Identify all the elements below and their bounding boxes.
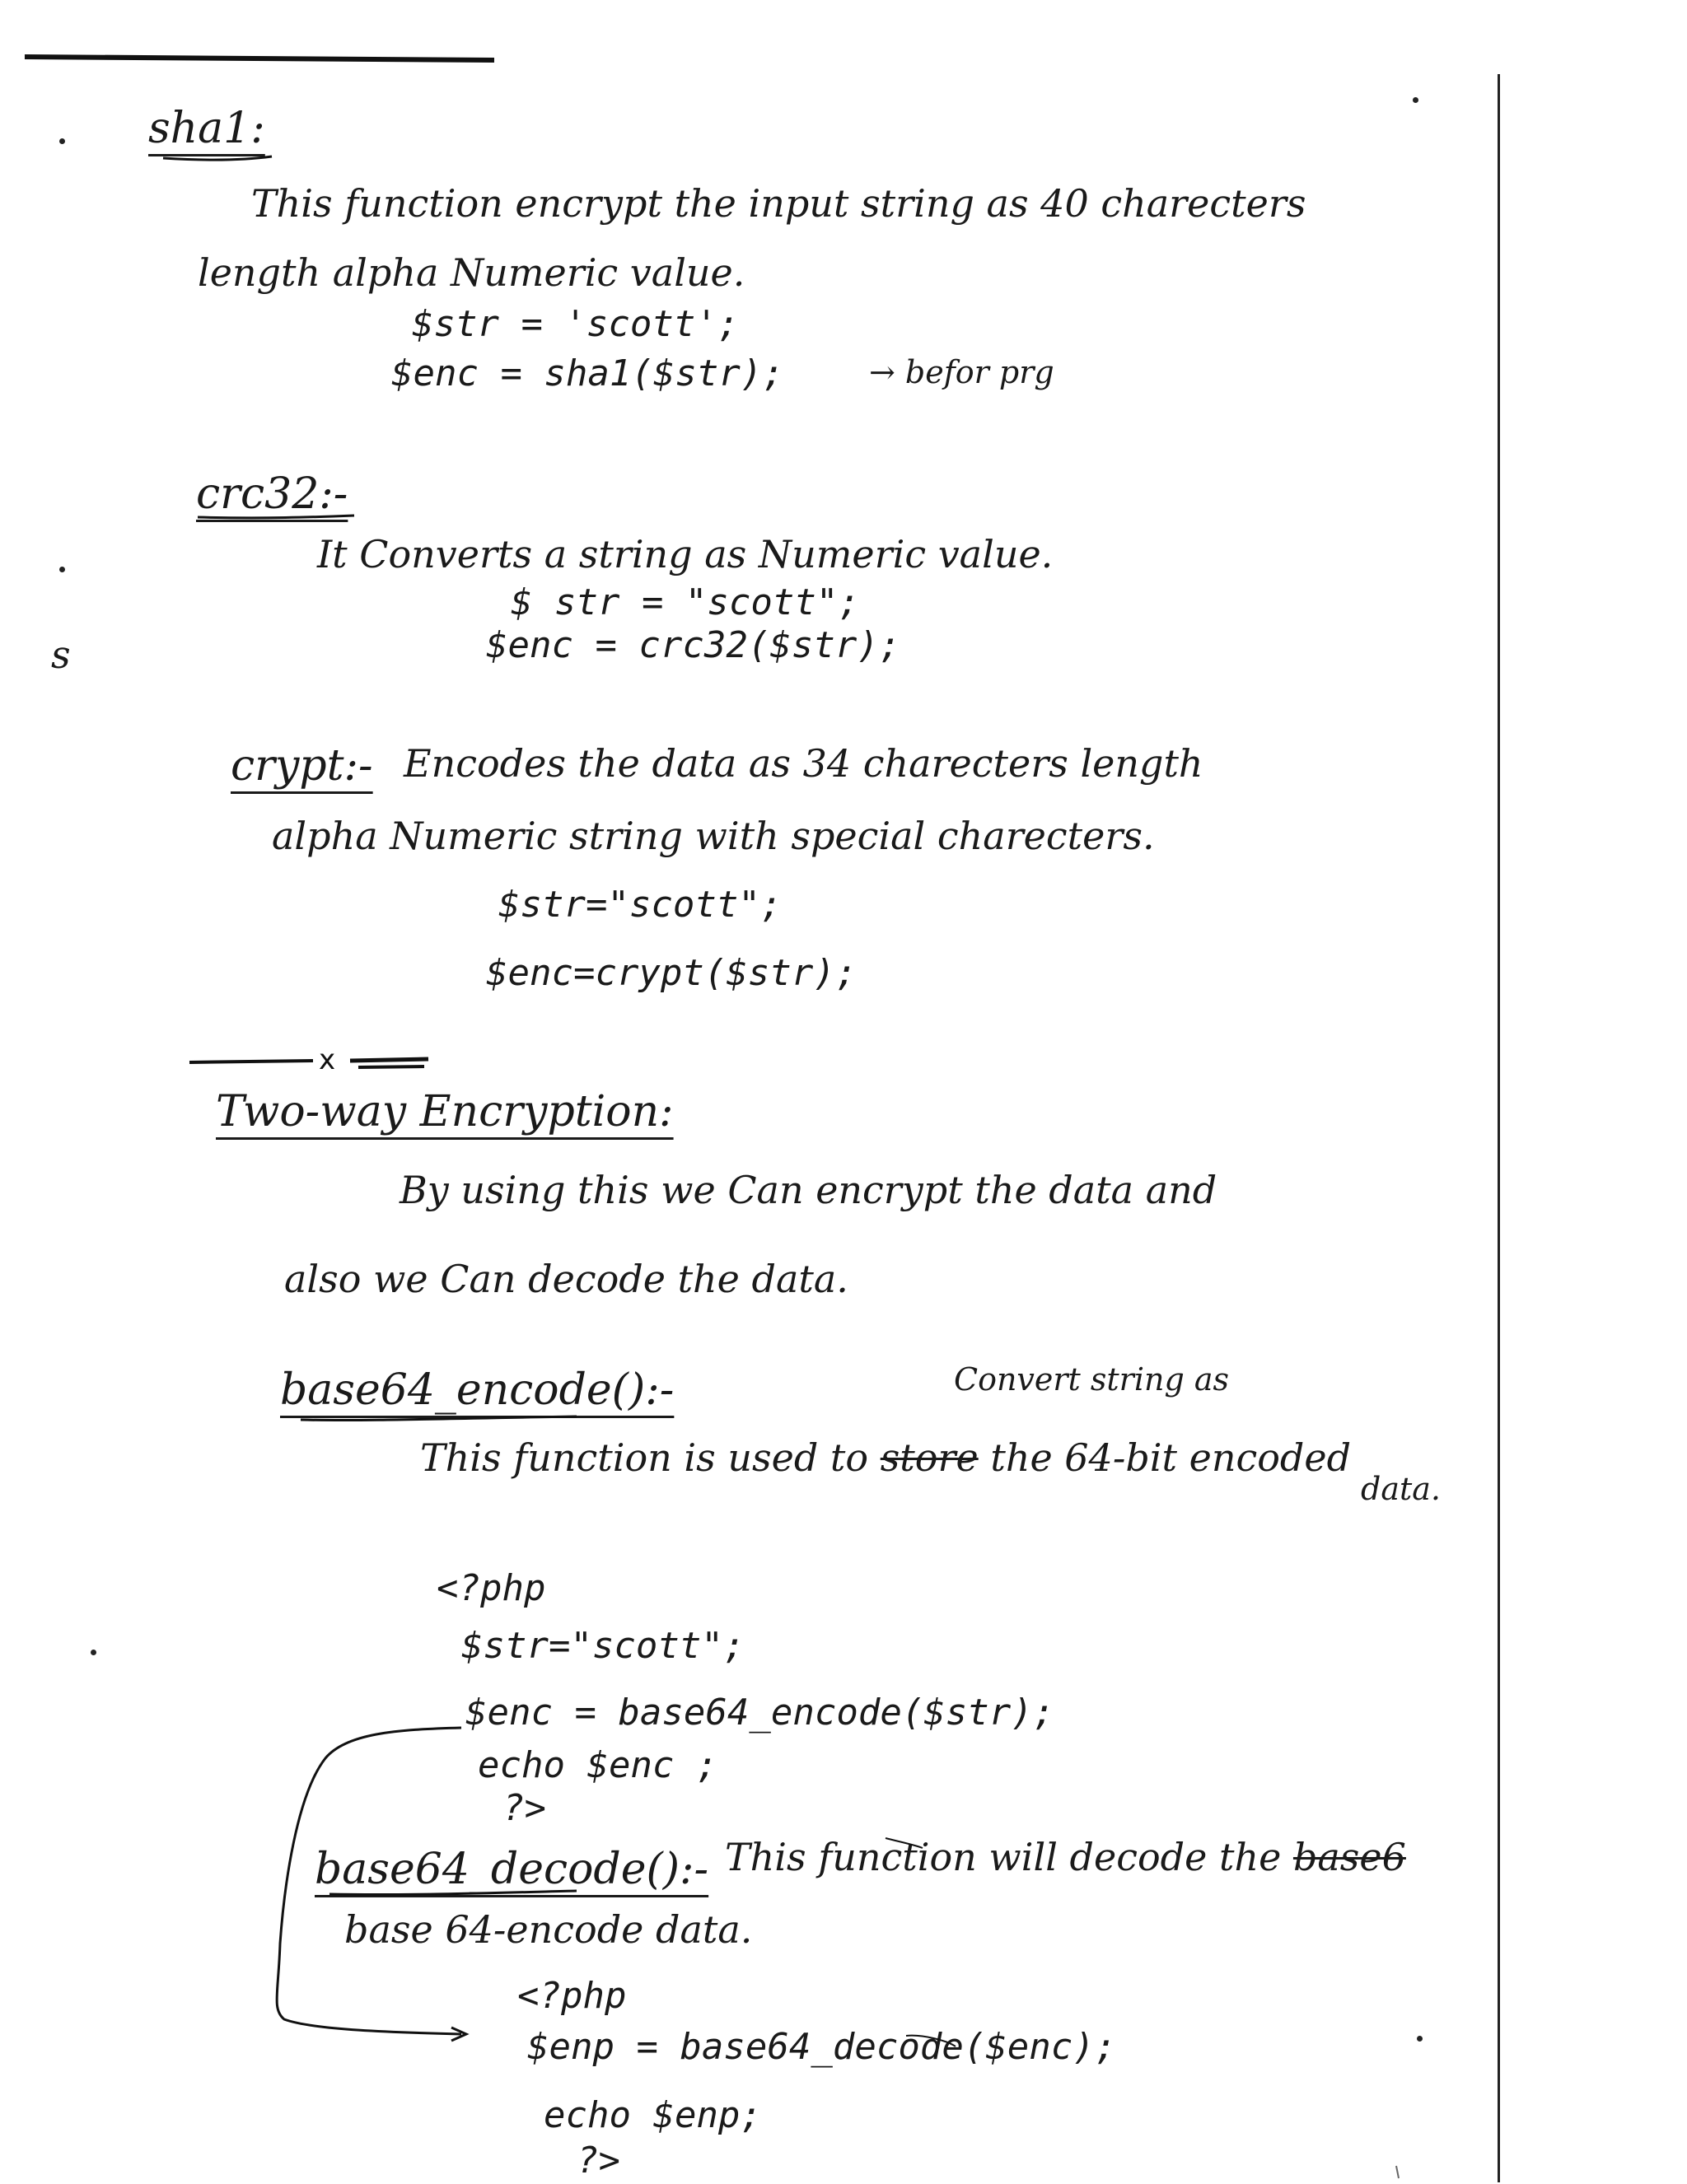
sha1-heading: sha1: bbox=[148, 104, 265, 153]
base64-encode-description-part-2: the 64-bit encoded bbox=[990, 1435, 1352, 1480]
base64-encode-description-part-1: This function is used to bbox=[420, 1435, 869, 1480]
two-way-heading: Two-way Encryption: bbox=[216, 1087, 674, 1136]
base64-encode-description-line-1 bbox=[420, 1437, 1351, 1479]
ink-speck bbox=[91, 1650, 96, 1655]
crc32-heading: crc32:- bbox=[196, 469, 348, 519]
ink-speck bbox=[59, 567, 65, 572]
divider-label: x bbox=[319, 1044, 336, 1076]
base64-decode-description-line-1 bbox=[725, 1836, 1406, 1878]
crypt-code-line-2: $enc=crypt($str); bbox=[486, 952, 858, 994]
margin-mark: s bbox=[51, 632, 71, 677]
two-way-description-line-2: also we Can decode the data. bbox=[284, 1257, 848, 1301]
two-way-description-line-1: By using this we Can encrypt the data and bbox=[400, 1168, 1217, 1212]
base64-decode-description-part-1: This function will decode the bbox=[725, 1835, 1282, 1879]
base64-encode-code-line-1: <?php bbox=[437, 1567, 546, 1609]
base64-encode-heading: base64_encode():- bbox=[280, 1365, 675, 1415]
sha1-description-line-1: This function encrypt the input string as 40 charecters bbox=[251, 181, 1306, 226]
base64-encode-description-struck-word: store bbox=[880, 1435, 979, 1480]
base64-decode-code-line-2: $enp = base64_decode($enc); bbox=[527, 2026, 1117, 2068]
crypt-code-line-1: $str="scott"; bbox=[498, 884, 783, 926]
top-rule bbox=[25, 54, 494, 63]
section-divider bbox=[185, 1044, 432, 1077]
sha1-code-line-1: $str = 'scott'; bbox=[412, 303, 740, 345]
base64-decode-description-struck-word: base6 bbox=[1292, 1835, 1406, 1879]
ink-speck bbox=[59, 138, 65, 144]
sha1-description-line-2: length alpha Numeric value. bbox=[198, 250, 745, 295]
base64-encode-code-line-3: $enc = base64_encode($str); bbox=[465, 1692, 1055, 1734]
right-margin-rule bbox=[1498, 74, 1500, 2182]
base64-encode-description-line-2: data. bbox=[1361, 1471, 1441, 1507]
ink-speck bbox=[1417, 2036, 1423, 2042]
base64-encode-code-line-5: ?> bbox=[502, 1787, 546, 1829]
crc32-description: It Converts a string as Numeric value. bbox=[317, 532, 1054, 576]
base64-decode-code-line-1: <?php bbox=[517, 1975, 627, 2017]
crc32-code-line-2: $enc = crc32($str); bbox=[486, 624, 901, 666]
base64-decode-code-line-3: echo $enp; bbox=[544, 2094, 762, 2136]
base64-decode-code-line-4: ?> bbox=[577, 2140, 620, 2182]
base64-encode-side-note: Convert string as bbox=[954, 1361, 1230, 1398]
base64-encode-code-line-2: $str="scott"; bbox=[461, 1625, 745, 1667]
sha1-code-line-2: $enc = sha1($str); bbox=[391, 352, 784, 394]
sha1-side-note: → befor prg bbox=[869, 354, 1054, 390]
base64-decode-heading: base64_decode():- bbox=[315, 1845, 709, 1894]
base64-decode-description-line-2: base 64-encode data. bbox=[344, 1907, 753, 1952]
base64-encode-code-line-4: echo $enc ; bbox=[478, 1744, 718, 1786]
crc32-code-line-1: $ str = "scott"; bbox=[511, 581, 860, 623]
crypt-heading: crypt:- bbox=[231, 741, 373, 791]
crypt-description-line-2: alpha Numeric string with special charecters. bbox=[272, 814, 1155, 858]
crypt-description-line-1: Encodes the data as 34 charecters length bbox=[404, 741, 1203, 786]
ink-speck bbox=[1413, 97, 1418, 103]
